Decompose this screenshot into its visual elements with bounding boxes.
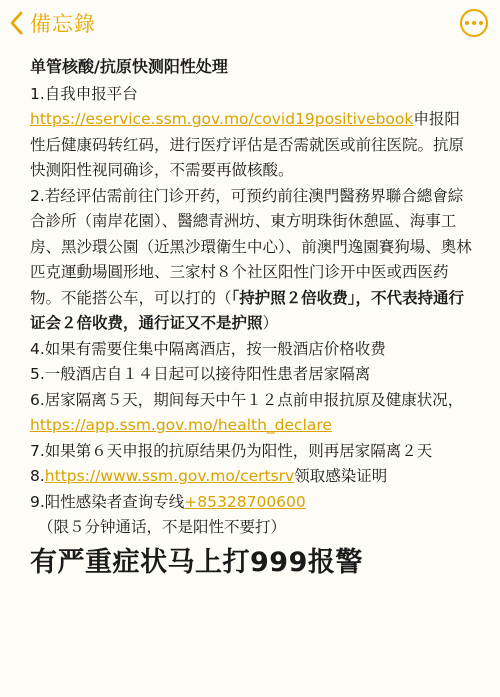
back-button[interactable] — [10, 8, 96, 38]
item-1-prefix: 1.自我申报平台 — [30, 84, 138, 103]
health-declare-link[interactable]: https://app.ssm.gov.mo/health_declare — [30, 416, 332, 434]
item-2-end: ） — [262, 314, 279, 332]
item-4: 4.如果有需要住集中隔离酒店，按一般酒店价格收费 — [30, 339, 386, 358]
item-9 — [30, 490, 472, 516]
navigation-bar — [0, 0, 500, 48]
more-options-icon[interactable] — [460, 9, 488, 37]
item-1-text: 申报阳性后健康码转红码，进行医疗评估是否需就医或前往医院。抗原快测阳性视同确诊，不需要再做核酸。 — [30, 110, 465, 179]
item-2-bold-note: 「持护照２倍收费」，不代表持通行证会２倍收费，通行证又不是护照 — [30, 288, 465, 332]
item-7: 7.如果第６天申报的抗原结果仍为阳性，则再居家隔离２天 — [30, 441, 433, 460]
item-9-note: （限５分钟通话，不是阳性不要打） — [38, 518, 287, 536]
note-title: 单管核酸/抗原快测阳性处理 — [30, 57, 228, 76]
item-9-prefix: 9.阳性感染者查询专线 — [30, 492, 185, 511]
item-2 — [30, 184, 472, 337]
back-label: 備忘錄 — [30, 12, 96, 36]
item-8-prefix: 8. — [30, 467, 45, 485]
certsrv-link[interactable]: https://www.ssm.gov.mo/certsrv — [44, 467, 295, 485]
eservice-link[interactable]: https://eservice.ssm.gov.mo/covid19positivebook — [30, 110, 414, 128]
item-2-text: 2.若经评估需前往门诊开药，可预约前往澳門醫務界聯合總會綜合診所（南岸花園）、醫總青洲坊、東方明珠街休憩區、海事工房、黑沙環公園（近黑沙環衛生中心）、前澳門逸園賽狗場、奧林匹克運動場圓形地、三家村８个社区阳性门诊开中医或西医药物。不能搭公车，可以打的（ — [30, 186, 472, 307]
item-1 — [30, 82, 472, 184]
item-6-text: 6.居家隔离５天，期间每天中午１２点前申报抗原及健康状况， — [30, 390, 464, 409]
chevron-left-icon — [10, 11, 24, 35]
item-6 — [30, 388, 472, 439]
note-body[interactable] — [30, 54, 472, 581]
hotline-phone-link[interactable]: +85328700600 — [184, 492, 306, 511]
item-5: 5.一般酒店自１４日起可以接待阳性患者居家隔离 — [30, 365, 371, 383]
item-8-text: 领取感染证明 — [294, 467, 388, 485]
item-8 — [30, 464, 472, 490]
emergency-warning: 有严重症状马上打999报警 — [30, 546, 363, 578]
